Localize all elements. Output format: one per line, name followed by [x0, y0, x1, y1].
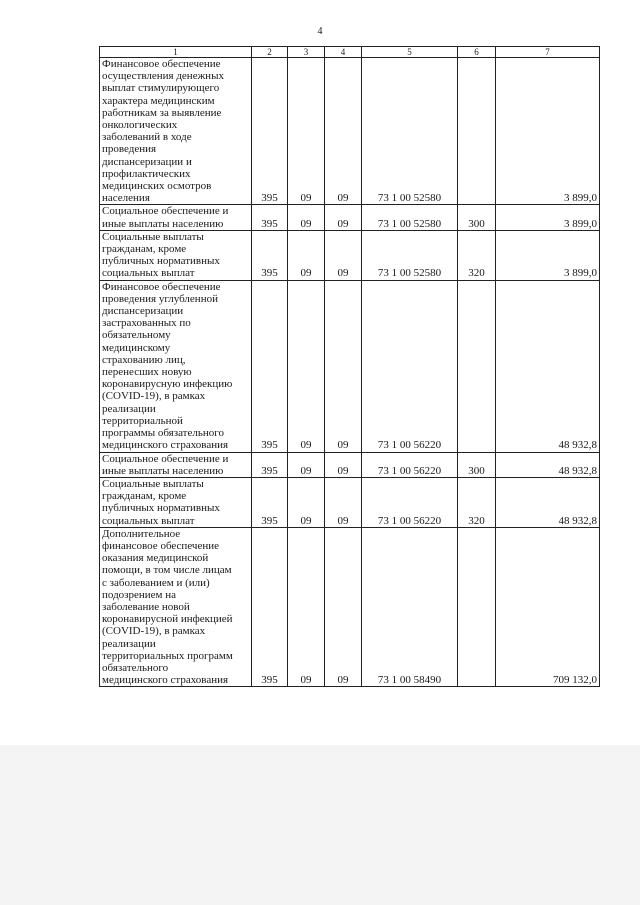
table-row — [100, 477, 600, 527]
row-name-cell: Финансовое обеспечение осуществления денежных выплат стимулирующего характера медицинским работникам за выявление онкологических заболеваний в ходе проведения диспансеризации и профилактических медицинских осмотров населения — [100, 58, 252, 205]
section-code-cell: 09 — [288, 477, 325, 527]
table-row — [100, 452, 600, 477]
expense-type-cell: 300 — [458, 452, 496, 477]
subsection-code-cell: 09 — [325, 205, 362, 230]
target-article-cell: 73 1 00 52580 — [362, 230, 458, 280]
target-article-cell: 73 1 00 58490 — [362, 527, 458, 687]
grbs-code-cell: 395 — [252, 58, 288, 205]
subsection-code-cell: 09 — [325, 280, 362, 452]
expense-type-cell: 300 — [458, 205, 496, 230]
expense-type-cell — [458, 58, 496, 205]
table-row — [100, 58, 600, 205]
amount-cell: 3 899,0 — [496, 58, 600, 205]
subsection-code-cell: 09 — [325, 452, 362, 477]
amount-cell: 48 932,8 — [496, 280, 600, 452]
subsection-code-cell: 09 — [325, 477, 362, 527]
row-name-cell: Финансовое обеспечение проведения углубленной диспансеризации застрахованных по обязательному медицинскому страхованию лиц, перенесших новую коронавирусную инфекцию (COVID-19), в рамках реализации территориальной программы обязательного медицинского страхования — [100, 280, 252, 452]
grbs-code-cell: 395 — [252, 527, 288, 687]
expense-type-cell — [458, 280, 496, 452]
row-name-cell: Социальное обеспечение и иные выплаты населению — [100, 452, 252, 477]
grbs-code-cell: 395 — [252, 205, 288, 230]
column-header: 7 — [496, 47, 600, 58]
column-header: 3 — [288, 47, 325, 58]
table-row — [100, 280, 600, 452]
row-name-cell: Социальные выплаты гражданам, кроме публичных нормативных социальных выплат — [100, 477, 252, 527]
grbs-code-cell: 395 — [252, 230, 288, 280]
row-name-cell: Социальное обеспечение и иные выплаты населению — [100, 205, 252, 230]
column-header: 4 — [325, 47, 362, 58]
amount-cell: 3 899,0 — [496, 230, 600, 280]
grbs-code-cell: 395 — [252, 280, 288, 452]
expense-type-cell: 320 — [458, 477, 496, 527]
table-row — [100, 230, 600, 280]
column-header: 1 — [100, 47, 252, 58]
section-code-cell: 09 — [288, 527, 325, 687]
table-header-row — [100, 47, 600, 58]
amount-cell: 48 932,8 — [496, 477, 600, 527]
budget-table — [99, 46, 600, 687]
target-article-cell: 73 1 00 52580 — [362, 58, 458, 205]
column-header: 2 — [252, 47, 288, 58]
table-row — [100, 527, 600, 687]
subsection-code-cell: 09 — [325, 527, 362, 687]
page-bottom-margin — [0, 745, 640, 905]
section-code-cell: 09 — [288, 58, 325, 205]
grbs-code-cell: 395 — [252, 477, 288, 527]
target-article-cell: 73 1 00 52580 — [362, 205, 458, 230]
section-code-cell: 09 — [288, 205, 325, 230]
row-name-cell: Социальные выплаты гражданам, кроме публичных нормативных социальных выплат — [100, 230, 252, 280]
table-row — [100, 205, 600, 230]
expense-type-cell — [458, 527, 496, 687]
grbs-code-cell: 395 — [252, 452, 288, 477]
section-code-cell: 09 — [288, 230, 325, 280]
section-code-cell: 09 — [288, 452, 325, 477]
amount-cell: 709 132,0 — [496, 527, 600, 687]
amount-cell: 3 899,0 — [496, 205, 600, 230]
page-number: 4 — [317, 26, 323, 37]
subsection-code-cell: 09 — [325, 58, 362, 205]
target-article-cell: 73 1 00 56220 — [362, 452, 458, 477]
row-name-cell: Дополнительное финансовое обеспечение оказания медицинской помощи, в том числе лицам с заболеванием и (или) подозрением на заболевание новой коронавирусной инфекцией (COVID-19), в рамках реализации территориальных программ обязательного медицинского страхования — [100, 527, 252, 687]
target-article-cell: 73 1 00 56220 — [362, 477, 458, 527]
section-code-cell: 09 — [288, 280, 325, 452]
column-header: 6 — [458, 47, 496, 58]
column-header: 5 — [362, 47, 458, 58]
expense-type-cell: 320 — [458, 230, 496, 280]
amount-cell: 48 932,8 — [496, 452, 600, 477]
subsection-code-cell: 09 — [325, 230, 362, 280]
target-article-cell: 73 1 00 56220 — [362, 280, 458, 452]
